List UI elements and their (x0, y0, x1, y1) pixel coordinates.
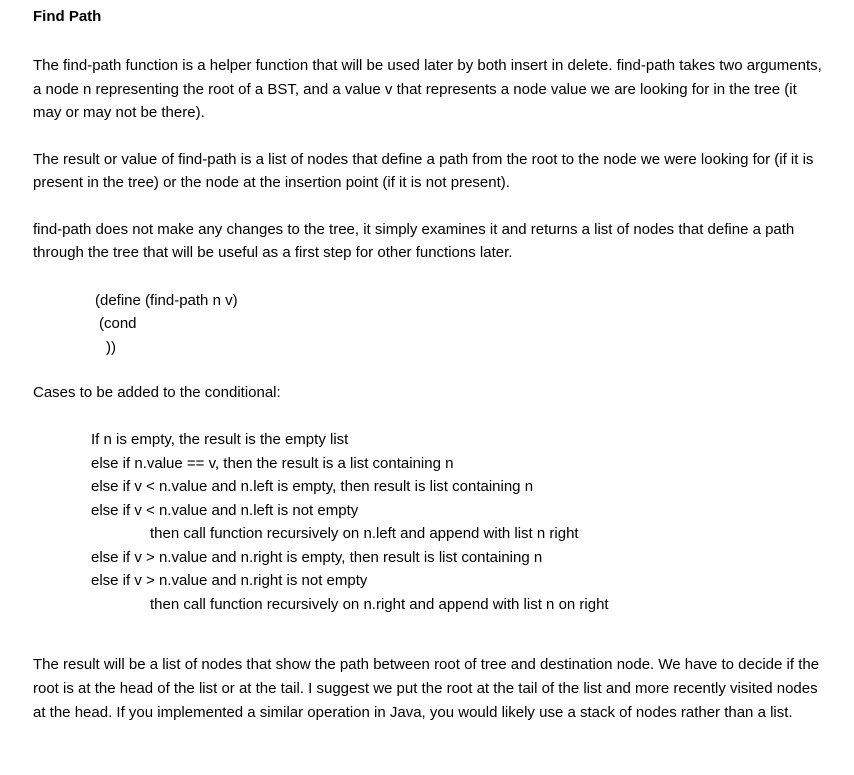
document (33, 6, 823, 725)
code-block (95, 289, 823, 360)
paragraph-result: The result or value of find-path is a list of nodes that define a path from the root to the node we were looking for (if it is present in the tree) or the node at the insertion point (if it is not present). (33, 150, 814, 191)
paragraph-no-change: find-path does not make any changes to the tree, it simply examines it and returns a list of nodes that define a path through the tree that will be useful as a first step for other functions later. (33, 220, 795, 261)
case-item-continuation: then call function recursively on n.right and append with list n on right (150, 595, 609, 613)
paragraph-cases-intro: Cases to be added to the conditional: (33, 384, 281, 401)
case-item: else if v > n.value and n.right is not empty (91, 572, 368, 589)
paragraph-intro: The find-path function is a helper function that will be used later by both insert in delete. find-path takes two arguments, a node n representing the root of a BST, and a value v that represents a node value we are looking for in the tree (it may or may not be there). (33, 57, 822, 121)
case-item: else if v > n.value and n.right is empty, then result is list containing n (91, 548, 543, 566)
code-line: )) (106, 338, 116, 356)
code-line: (define (find-path n v) (95, 291, 238, 309)
paragraph-final: The result will be a list of nodes that show the path between root of tree and destination node. We have to decide if the root is at the head of the list or at the tail. I suggest we put the root at the tail of the list and more recently visited nodes at the head. If you implemented a similar operation in Java, you would likely use a stack of nodes rather than a list. (33, 656, 820, 721)
case-item: else if v < n.value and n.left is empty, then result is list containing n (91, 478, 534, 495)
case-item: else if v < n.value and n.left is not empty (91, 501, 359, 519)
case-item: else if n.value == v, then the result is a list containing n (91, 454, 454, 472)
cases-list (91, 428, 823, 616)
case-item: If n is empty, the result is the empty list (91, 431, 349, 448)
code-line: (cond (99, 315, 137, 332)
case-item-continuation: then call function recursively on n.left and append with list n right (150, 525, 579, 542)
section-heading: Find Path (33, 8, 102, 25)
